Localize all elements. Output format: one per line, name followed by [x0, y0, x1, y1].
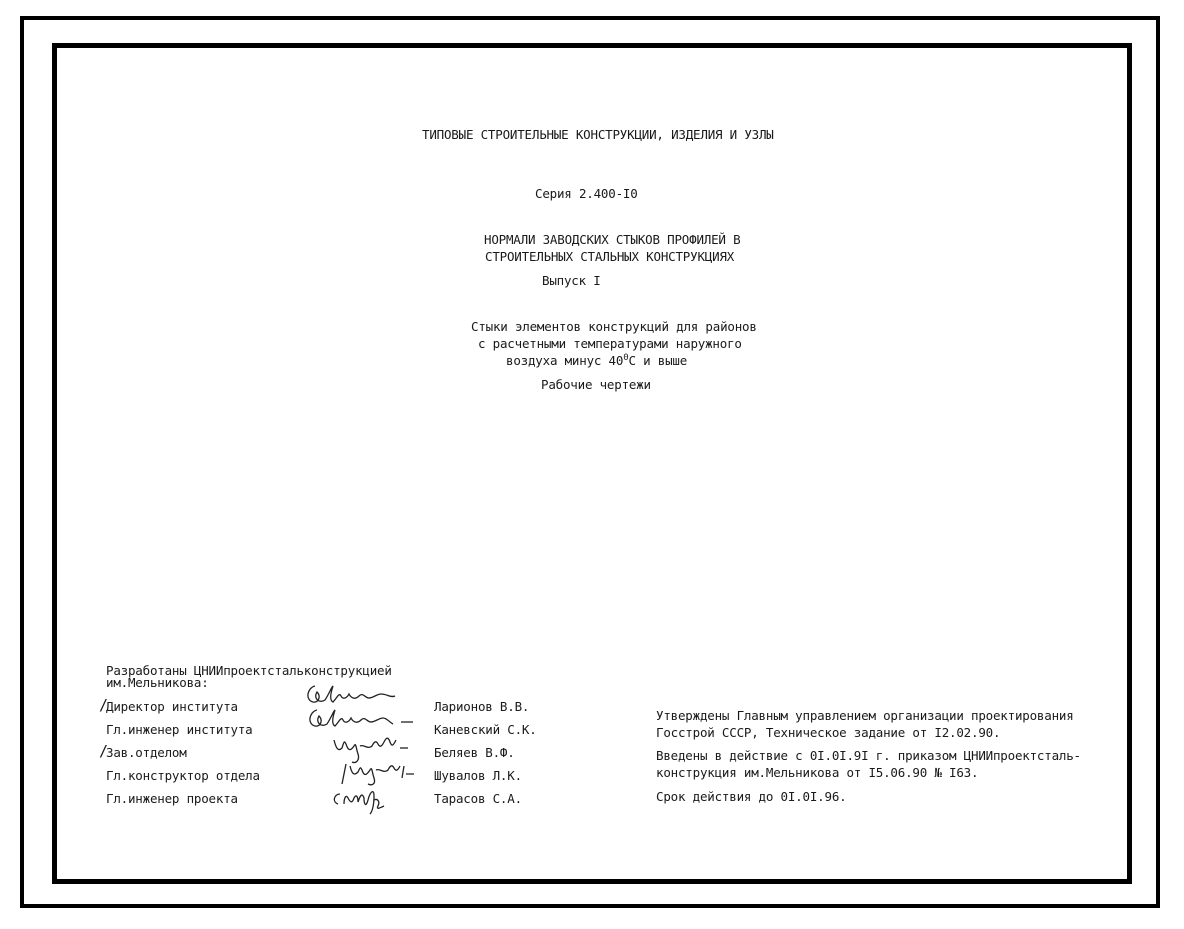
- signature-chief-engineer: [305, 706, 415, 732]
- signature-project-engineer: [330, 786, 390, 816]
- subtitle-line3-prefix: воздуха минус 40: [506, 353, 624, 368]
- subtitle-line3: [506, 352, 687, 369]
- check-mark: /: [99, 696, 109, 714]
- collection-title: ТИПОВЫЕ СТРОИТЕЛЬНЫЕ КОНСТРУКЦИИ, ИЗДЕЛИЯ И УЗЛЫ: [422, 127, 774, 142]
- role-chief-designer: Гл.конструктор отдела: [106, 768, 260, 783]
- role-director: Директор института: [106, 699, 238, 714]
- document-title-line1: НОРМАЛИ ЗАВОДСКИХ СТЫКОВ ПРОФИЛЕЙ В: [484, 232, 741, 247]
- introduced-line1: Введены в действие с 0I.0I.9I г. приказом ЦНИИпроектсталь-: [656, 748, 1081, 763]
- validity-period: Срок действия до 0I.0I.96.: [656, 789, 847, 804]
- subtitle-line3-suffix: С и выше: [628, 353, 688, 368]
- issue-label: Выпуск I: [542, 273, 601, 288]
- check-mark: /: [99, 742, 109, 760]
- role-chief-engineer: Гл.инженер института: [106, 722, 253, 737]
- name-director: Ларионов В.В.: [434, 699, 530, 714]
- name-chief-engineer: Каневский С.К.: [434, 722, 537, 737]
- document-type: Рабочие чертежи: [541, 377, 651, 392]
- approved-line2: Госстрой СССР, Техническое задание от I2.02.90.: [656, 725, 1001, 740]
- document-title-line2: СТРОИТЕЛЬНЫХ СТАЛЬНЫХ КОНСТРУКЦИЯХ: [485, 249, 735, 264]
- role-department-head: Зав.отделом: [106, 745, 187, 760]
- role-project-engineer: Гл.инженер проекта: [106, 791, 238, 806]
- developers-heading-line2: им.Мельникова:: [106, 675, 209, 690]
- name-project-engineer: Тарасов С.А.: [434, 791, 522, 806]
- subtitle-line2: с расчетными температурами наружного: [478, 336, 742, 351]
- developers-heading-line1: Разработаны ЦНИИпроектстальконструкцией: [106, 663, 392, 678]
- signature-chief-designer: [340, 760, 420, 788]
- approved-line1: Утверждены Главным управлением организации проектирования: [656, 708, 1074, 723]
- series-label: Серия 2.400-I0: [535, 186, 638, 201]
- signature-director: [303, 680, 398, 708]
- degree-superscript: 0: [623, 352, 629, 363]
- name-department-head: Беляев В.Ф.: [434, 745, 515, 760]
- name-chief-designer: Шувалов Л.К.: [434, 768, 522, 783]
- subtitle-line1: Стыки элементов конструкций для районов: [471, 319, 757, 334]
- introduced-line2: конструкция им.Мельникова от I5.06.90 № I63.: [656, 765, 979, 780]
